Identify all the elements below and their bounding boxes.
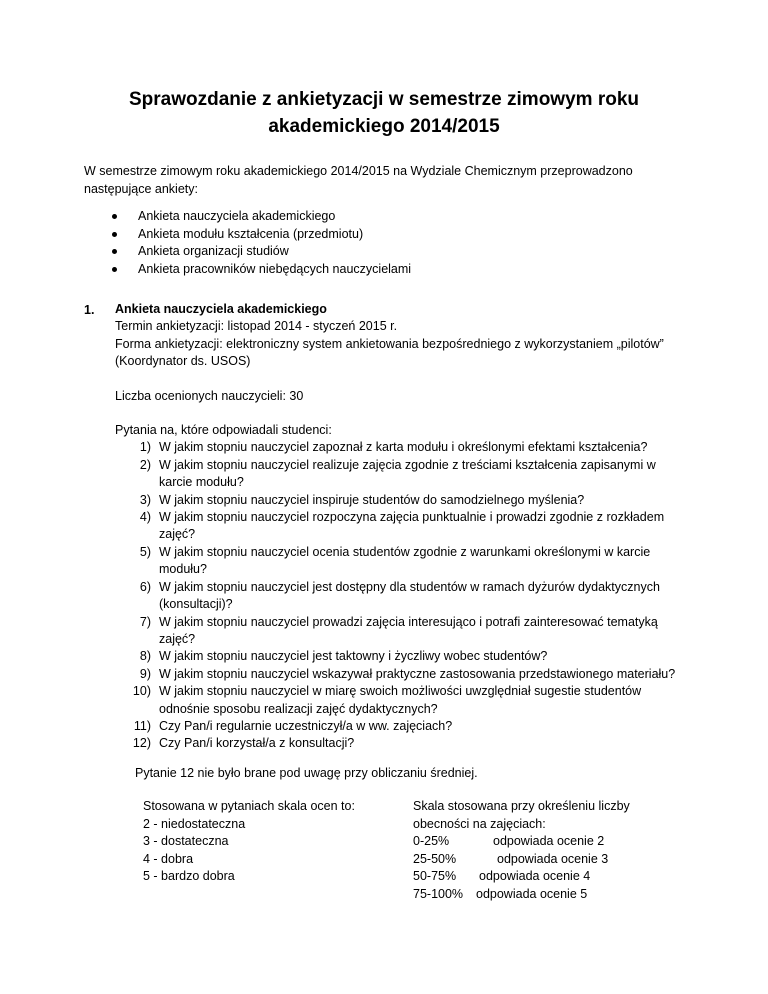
bullet-icon bbox=[112, 214, 117, 219]
list-item: Ankieta nauczyciela akademickiego bbox=[108, 208, 411, 226]
question-item: 1) W jakim stopniu nauczyciel zapoznał z karta modułu i określonymi efektami kształcenia? bbox=[139, 440, 648, 455]
teacher-count: Liczba ocenionych nauczycieli: 30 bbox=[115, 388, 304, 403]
grade-scale-heading: Stosowana w pytaniach skala ocen to: bbox=[143, 799, 355, 813]
question-item: 6) W jakim stopniu nauczyciel jest dostępny dla studentów w ramach dyżurów dydaktycznych (konsultacji)? bbox=[139, 579, 660, 612]
attendance-row: 50-75% odpowiada ocenie 4 bbox=[413, 869, 591, 883]
grade-item: 5 - bardzo dobra bbox=[143, 869, 235, 883]
section-body bbox=[115, 301, 685, 753]
question-item: 2) W jakim stopniu nauczyciel realizuje zajęcia zgodnie z treściami kształcenia zapisanymi w karcie modułu? bbox=[139, 457, 656, 490]
question-item: 5) W jakim stopniu nauczyciel ocenia studentów zgodnie z warunkami określonymi w karcie modułu? bbox=[139, 544, 651, 577]
list-item: Ankieta organizacji studiów bbox=[108, 243, 411, 261]
grade-item: 3 - dostateczna bbox=[143, 834, 229, 848]
list-item: Ankieta modułu kształcenia (przedmiotu) bbox=[108, 226, 411, 244]
attendance-row: 25-50% odpowiada ocenie 3 bbox=[413, 851, 609, 866]
question-item: 12) Czy Pan/i korzystał/a z konsultacji? bbox=[132, 736, 355, 751]
question-item: 4) W jakim stopniu nauczyciel rozpoczyna zajęcia punktualnie i prowadzi zgodnie z rozkładem zajęć? bbox=[139, 510, 665, 542]
grade-item: 2 - niedostateczna bbox=[143, 816, 246, 831]
survey-form: Forma ankietyzacji: elektroniczny system ankietowania bezpośredniego z wykorzystaniem „pilotów” (Koordynator ds. USOS) bbox=[115, 336, 664, 369]
question-item: 7) W jakim stopniu nauczyciel prowadzi zajęcia interesująco i potrafi zainteresować tematyką zajęć? bbox=[139, 614, 658, 646]
bullet-icon bbox=[112, 249, 117, 254]
average-note: Pytanie 12 nie było brane pod uwagę przy obliczaniu średniej. bbox=[135, 766, 478, 780]
question-item: 3) W jakim stopniu nauczyciel inspiruje studentów do samodzielnego myślenia? bbox=[139, 492, 585, 507]
attendance-row: 75-100% odpowiada ocenie 5 bbox=[413, 886, 588, 901]
grade-item: 4 - dobra bbox=[143, 851, 194, 866]
attendance-row: 0-25% odpowiada ocenie 2 bbox=[413, 834, 605, 848]
section-number: 1. bbox=[84, 303, 95, 317]
attendance-scale bbox=[413, 798, 663, 903]
attendance-scale-heading: Skala stosowana przy określeniu liczby obecności na zajęciach: bbox=[413, 799, 630, 831]
question-item: 8) W jakim stopniu nauczyciel jest taktowny i życzliwy wobec studentów? bbox=[139, 649, 548, 664]
question-item: 11) Czy Pan/i regularnie uczestniczył/a w ww. zajęciach? bbox=[133, 718, 453, 733]
bullet-icon bbox=[112, 232, 117, 237]
survey-list bbox=[108, 208, 411, 278]
question-item: 10) W jakim stopniu nauczyciel w miarę swoich możliwości uwzględniał sugestie studentów odnośnie sposobu realizacji zajęć dydaktycznych? bbox=[132, 684, 642, 716]
intro-paragraph: W semestrze zimowym roku akademickiego 2014/2015 na Wydziale Chemicznym przeprowadzono następujące ankiety: bbox=[84, 164, 633, 196]
question-list bbox=[115, 439, 685, 752]
section-title: Ankieta nauczyciela akademickiego bbox=[115, 302, 327, 316]
question-item: 9) W jakim stopniu nauczyciel wskazywał praktyczne zastosowania przedstawionego materiału? bbox=[139, 666, 676, 681]
document-title: Sprawozdanie z ankietyzacji w semestrze zimowym roku akademickiego 2014/2015 bbox=[128, 89, 639, 137]
questions-intro: Pytania na, które odpowiadali studenci: bbox=[115, 423, 332, 438]
list-item: Ankieta pracowników niebędących nauczycielami bbox=[108, 261, 411, 279]
bullet-icon bbox=[112, 267, 117, 272]
survey-term: Termin ankietyzacji: listopad 2014 - styczeń 2015 r. bbox=[115, 319, 398, 334]
grade-scale bbox=[143, 798, 355, 886]
